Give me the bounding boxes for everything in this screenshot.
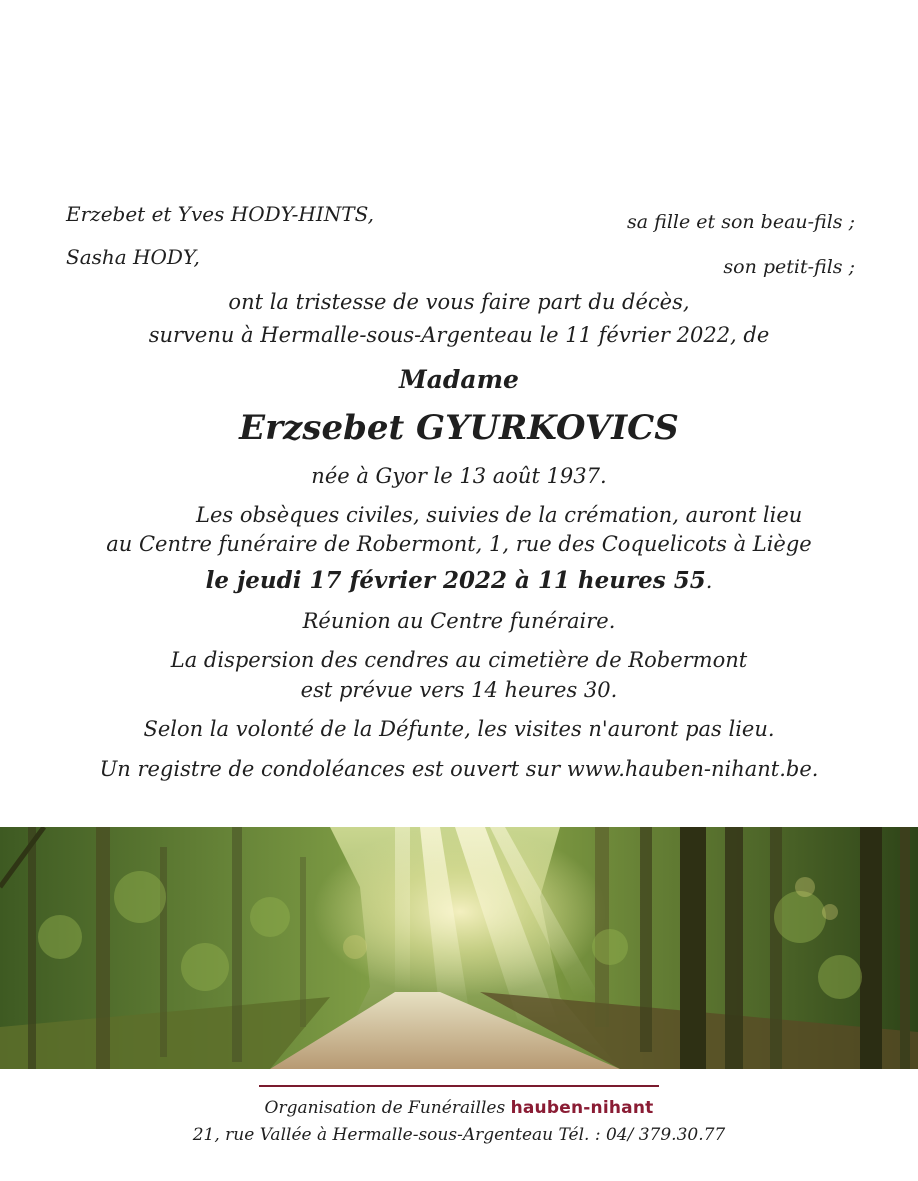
reunion-note: Réunion au Centre funéraire.: [302, 609, 616, 633]
ceremony-date: le jeudi 17 février 2022 à 11 heures 55: [205, 567, 706, 594]
visits-note: Selon la volonté de la Défunte, les visites n'auront pas lieu.: [143, 717, 775, 741]
family-member-relation: sa fille et son beau-fils ;: [627, 211, 855, 233]
announcement-line: ont la tristesse de vous faire part du décès,: [228, 290, 690, 314]
deceased-name: Erzsebet GYURKOVICS: [239, 408, 679, 448]
announcement-line: survenu à Hermalle-sous-Argenteau le 11 février 2022, de: [148, 323, 770, 347]
ceremony-line: Les obsèques civiles, suivies de la crémation, auront lieu: [196, 503, 803, 527]
deceased-title: Madame: [399, 365, 519, 394]
family-member-relation: son petit-fils ;: [723, 256, 855, 278]
footer-address: 21, rue Vallée à Hermalle-sous-Argenteau Tél. : 04/ 379.30.77: [192, 1125, 726, 1145]
footer-organisation: [0, 1097, 918, 1119]
organisation-label: Organisation de Funérailles: [264, 1098, 511, 1118]
ceremony-date-line: [0, 566, 918, 596]
forest-path-photo: [0, 827, 918, 1069]
registry-note: Un registre de condoléances est ouvert sur www.hauben-nihant.be.: [99, 757, 819, 781]
dispersion-line: est prévue vers 14 heures 30.: [300, 678, 618, 702]
footer-divider: [259, 1085, 659, 1087]
family-member-name: Erzebet et Yves HODY-HINTS,: [66, 202, 374, 226]
dispersion-line: La dispersion des cendres au cimetière de Robermont: [170, 648, 748, 672]
deceased-birth: née à Gyor le 13 août 1937.: [311, 464, 607, 488]
ceremony-line: au Centre funéraire de Robermont, 1, rue des Coquelicots à Liège: [106, 532, 812, 556]
ceremony-date-suffix: .: [705, 569, 713, 593]
family-member-name: Sasha HODY,: [66, 245, 200, 269]
brand-logo-text: hauben-nihant: [510, 1098, 654, 1118]
